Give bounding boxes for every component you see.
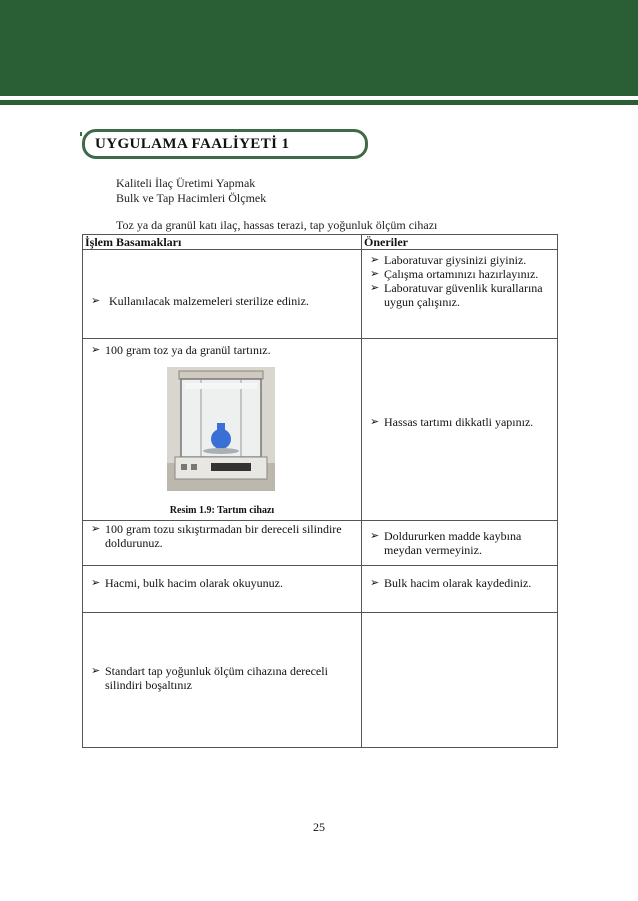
steps-table <box>82 234 558 748</box>
table-header-row <box>83 235 558 250</box>
bullet-arrow-icon: ➢ <box>370 254 380 266</box>
step-cell <box>83 566 362 613</box>
table-row <box>83 613 558 748</box>
tips-cell <box>362 521 558 566</box>
tip-text: Bulk hacim olarak kaydediniz. <box>384 576 532 590</box>
tip-text: Laboratuvar güvenlik kurallarına uygun çalışınız. <box>384 281 543 309</box>
step-cell <box>83 613 362 748</box>
tip-text: Doldururken madde kaybına meydan vermeyiniz. <box>384 529 522 557</box>
table-row <box>83 339 558 521</box>
bullet-arrow-icon: ➢ <box>370 530 380 542</box>
step-cell <box>83 521 362 566</box>
table-row <box>83 250 558 339</box>
intro-line-1: Kaliteli İlaç Üretimi Yapmak <box>116 176 256 190</box>
bullet-arrow-icon: ➢ <box>370 577 380 589</box>
bullet-arrow-icon: ➢ <box>91 577 101 589</box>
bullet-arrow-icon: ➢ <box>91 344 101 356</box>
page-number: 25 <box>313 820 325 834</box>
activity-title: UYGULAMA FAALİYETİ 1 <box>95 135 290 152</box>
analytical-balance-photo <box>167 367 275 491</box>
tips-cell-empty <box>362 613 558 748</box>
tips-cell <box>362 339 558 521</box>
tip-text: Laboratuvar giysinizi giyiniz. <box>384 253 527 267</box>
bullet-arrow-icon: ➢ <box>370 416 380 428</box>
table-row <box>83 566 558 613</box>
bullet-arrow-icon: ➢ <box>370 282 380 294</box>
step-text: Kullanılacak malzemeleri sterilize ediniz. <box>109 294 309 308</box>
intro-line-2: Bulk ve Tap Hacimleri Ölçmek <box>116 191 267 205</box>
image-caption: Resim 1.9: Tartım cihazı <box>169 505 275 516</box>
banner-tick <box>80 132 82 136</box>
step-text: 100 gram toz ya da granül tartınız. <box>105 343 271 357</box>
header-steps: İşlem Basamakları <box>83 235 362 250</box>
activity-banner <box>82 129 368 159</box>
step-cell <box>83 250 362 339</box>
bullet-arrow-icon: ➢ <box>91 665 101 677</box>
step-text: 100 gram tozu sıkıştırmadan bir dereceli silindire doldurunuz. <box>105 522 342 550</box>
bullet-arrow-icon: ➢ <box>91 295 101 307</box>
step-cell <box>83 339 362 521</box>
tip-text: Çalışma ortamınızı hazırlayınız. <box>384 267 539 281</box>
step-text: Hacmi, bulk hacim olarak okuyunuz. <box>105 576 283 590</box>
header-tips: Öneriler <box>362 235 558 250</box>
bullet-arrow-icon: ➢ <box>370 268 380 280</box>
intro-line-3: Toz ya da granül katı ilaç, hassas terazi, tap yoğunluk ölçüm cihazı <box>116 218 438 232</box>
tips-cell <box>362 566 558 613</box>
tip-text: Hassas tartımı dikkatli yapınız. <box>384 415 534 429</box>
step-text: Standart tap yoğunluk ölçüm cihazına dereceli silindiri boşaltınız <box>105 664 328 692</box>
bullet-arrow-icon: ➢ <box>91 523 101 535</box>
tips-cell <box>362 250 558 339</box>
table-row <box>83 521 558 566</box>
header-stripe-green <box>0 100 638 105</box>
header-band <box>0 0 638 96</box>
